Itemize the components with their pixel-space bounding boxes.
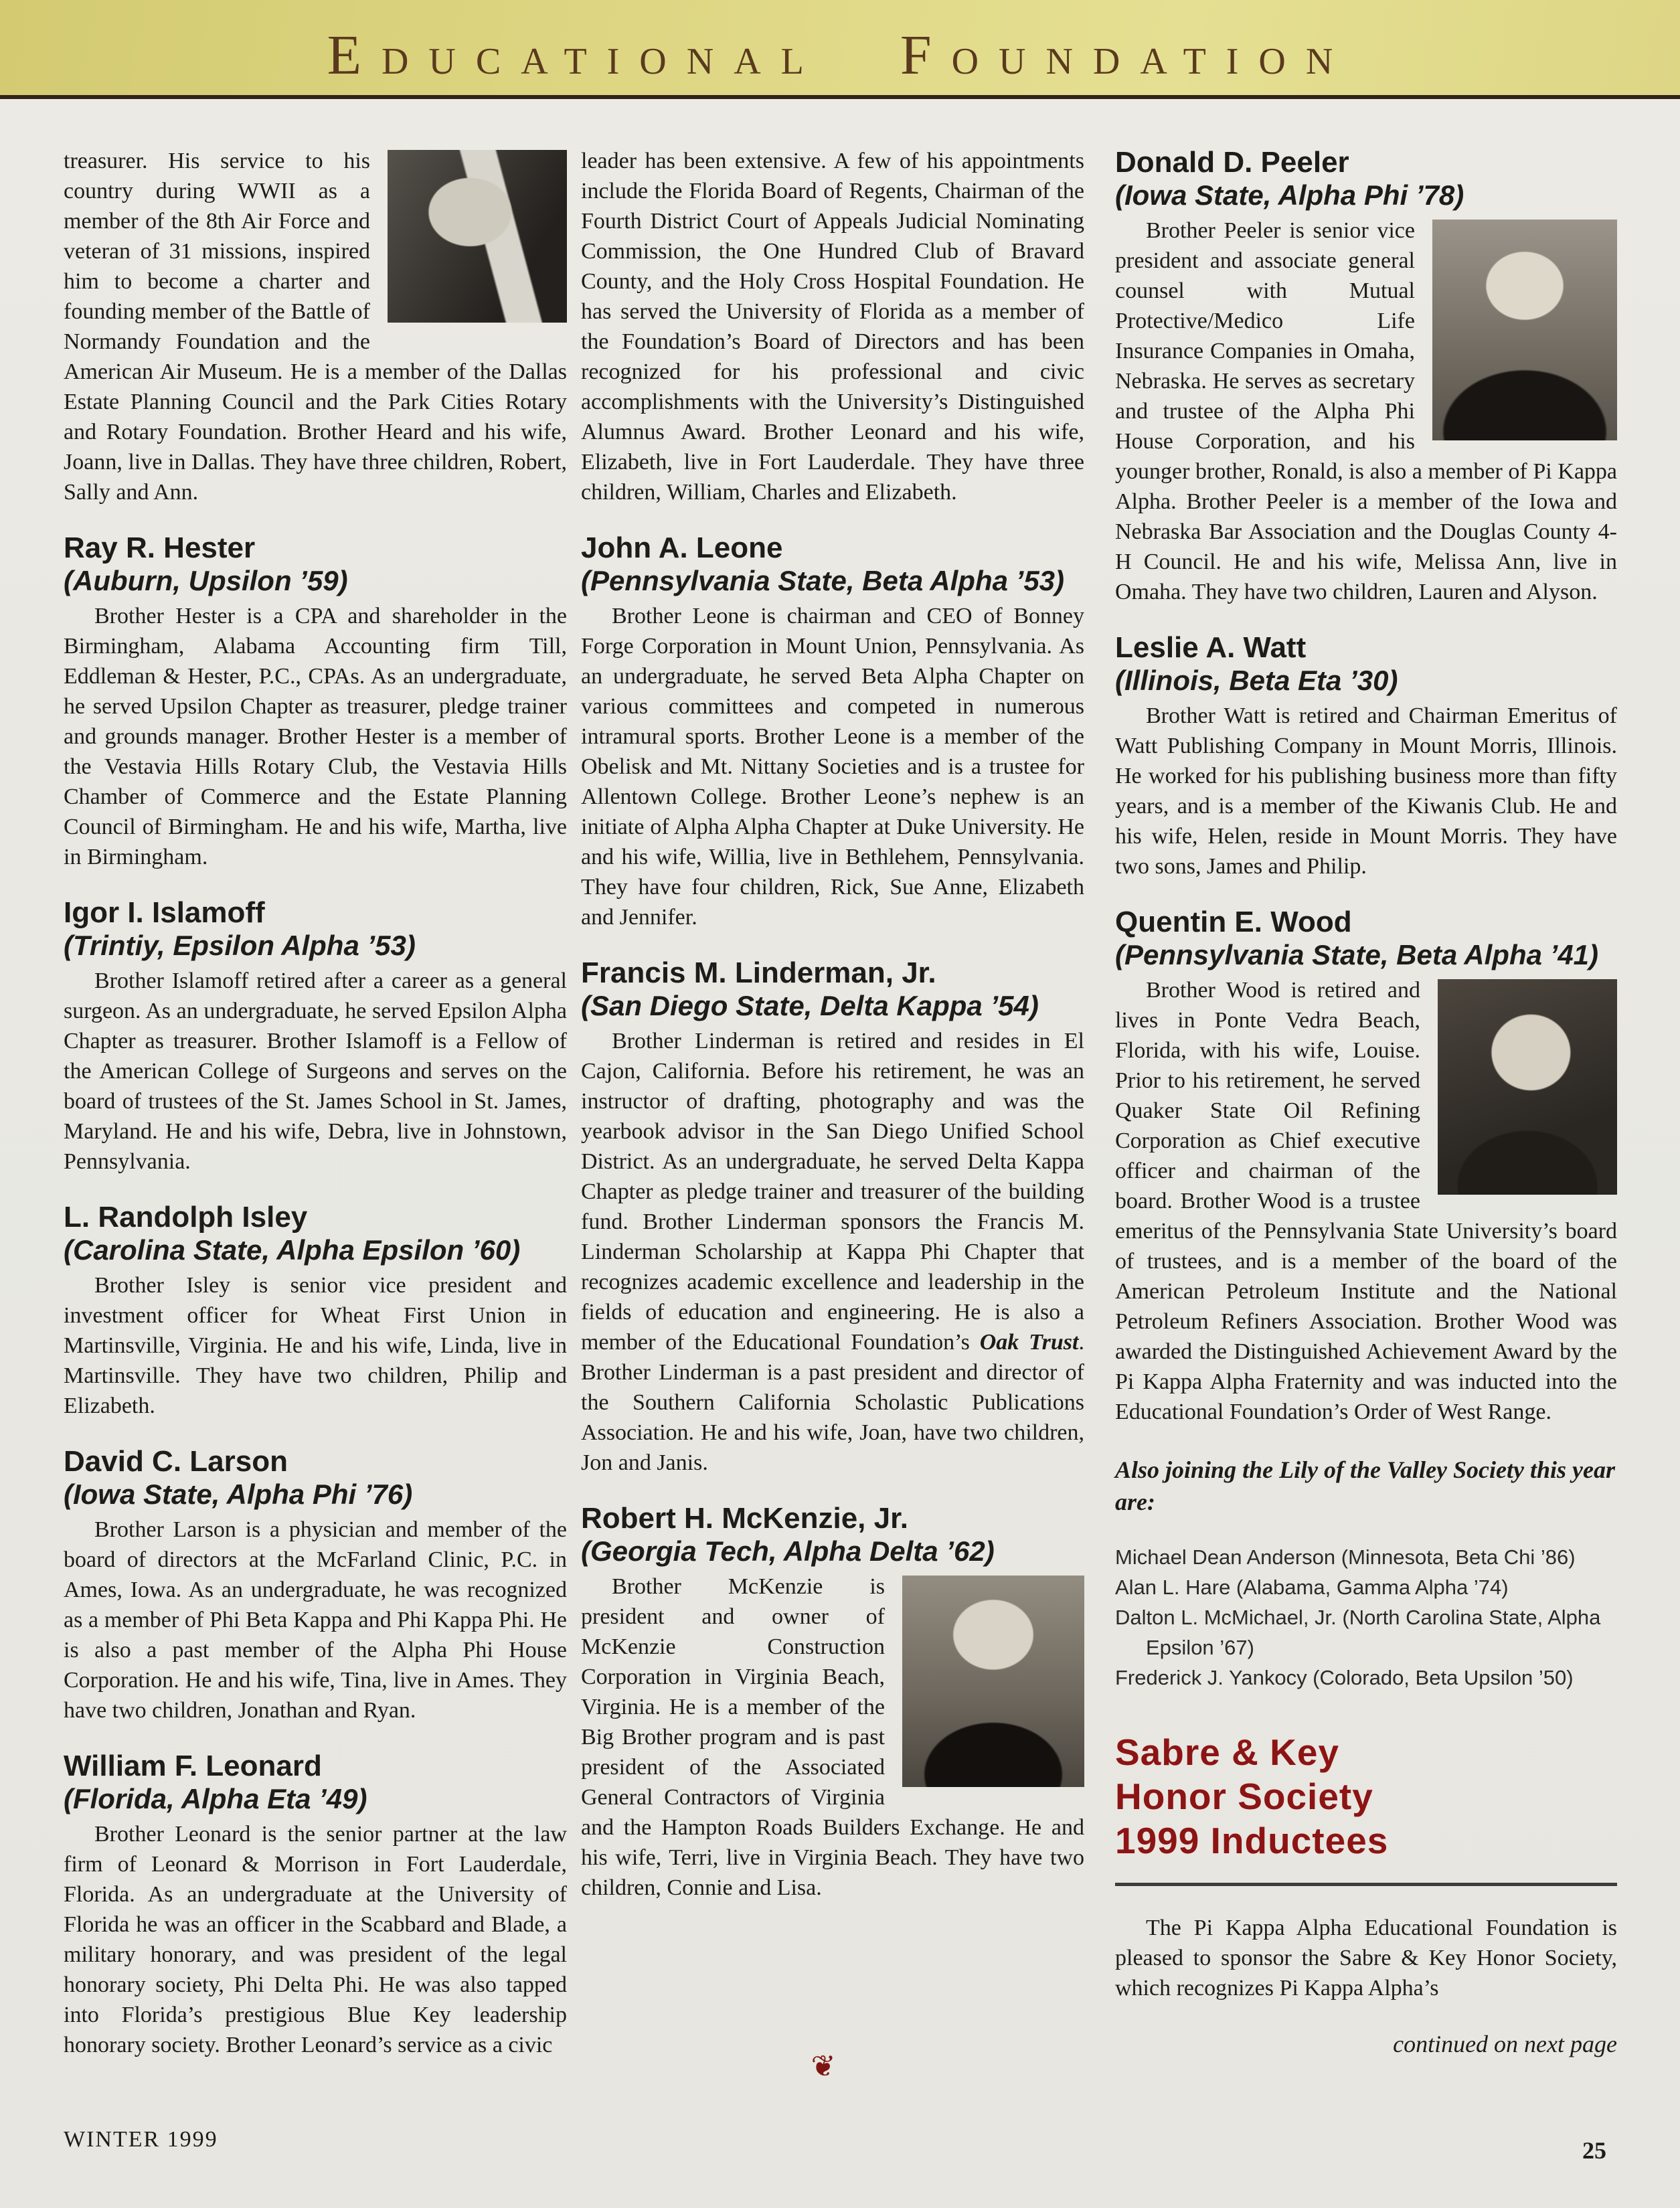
entry-name: David C. Larson: [64, 1445, 288, 1478]
entry-body: [581, 1026, 1084, 1478]
entry-peeler: [1115, 146, 1617, 607]
entry-name: Quentin E. Wood: [1115, 906, 1352, 938]
list-item: Dalton L. McMichael, Jr. (North Carolina State, Alpha Epsilon ’67): [1115, 1606, 1601, 1659]
floral-ornament-icon: ❦: [811, 2049, 836, 2084]
entry-name: John A. Leone: [581, 531, 783, 564]
entry-name: Ray R. Hester: [64, 531, 256, 564]
entry-name: Francis M. Linderman, Jr.: [581, 956, 936, 989]
entry-affiliation: (Florida, Alpha Eta ’49): [64, 1783, 367, 1814]
entry-affiliation: (Pennsylvania State, Beta Alpha ’53): [581, 565, 1065, 596]
entry-name: L. Randolph Isley: [64, 1201, 308, 1234]
sabre-key-heading-line: Sabre & Key: [1115, 1731, 1340, 1773]
entry-body: Brother Leone is chairman and CEO of Bonney Forge Corporation in Mount Union, Pennsylvania. As an undergraduate, he served Beta Alpha Chapter on various committees and competed in numerous intramural sports. Brother Leone is a member of the Obelisk and Mt. Nittany Societies and is a trustee for Allentown College. Brother Leone’s nephew is an initiate of Alpha Alpha Chapter at Duke University. He and his wife, Willia, live in Bethlehem, Pennsylvania. They have four children, Rick, Sue Anne, Elizabeth and Jennifer.: [581, 604, 1084, 930]
continued-note: continued on next page: [1393, 2031, 1617, 2057]
entry-islamoff: [64, 896, 567, 1177]
entry-body: [581, 1572, 1084, 1903]
sabre-key-heading-line: 1999 Inductees: [1115, 1820, 1389, 1861]
entry-body: Brother Isley is senior vice president and investment officer for Wheat First Union in Martinsville, Virginia. He and his wife, Linda, live in Martinsville. They have two children, Philip and Elizabeth.: [64, 1273, 567, 1418]
entry-hester: [64, 531, 567, 872]
header-band: [0, 0, 1680, 99]
entry-body: Brother Larson is a physician and member of the board of directors at the McFarland Clinic, P.C. in Ames, Iowa. As an undergraduate, he was recognized as a member of Phi Beta Kappa and Phi Kappa Phi. He is also a past member of the Alpha Phi House Corporation. He and his wife, Tina, live in Ames. They have two children, Jonathan and Ryan.: [64, 1517, 567, 1723]
entry-leone: [581, 531, 1084, 932]
intro-paragraph-leonard-continued: leader has been extensive. A few of his appointments include the Florida Board of Regents, Chairman of the Fourth District Court of Appeals Judicial Nominating Commission, the One Hundred Club of Bravard County, and the Holy Cross Hospital Foundation. He has served the University of Florida as a member of the Foundation’s Board of Directors and has been recognized for his professional and civic accomplishments with the University’s Distinguished Alumnus Award. Brother Leonard and his wife, Elizabeth, live in Fort Lauderdale. They have three children, William, Charles and Elizabeth.: [581, 149, 1084, 505]
entry-name: Igor I. Islamoff: [64, 896, 265, 929]
entry-body: [1115, 975, 1617, 1427]
entry-affiliation: (Auburn, Upsilon ’59): [64, 565, 348, 596]
page-title-word-educational: EDUCATIONAL: [327, 24, 824, 86]
intro-paragraph-heard: [64, 146, 567, 507]
entry-isley: [64, 1201, 567, 1421]
portrait-photo-mckenzie: [902, 1576, 1084, 1787]
entry-affiliation: (Iowa State, Alpha Phi ’78): [1115, 179, 1464, 211]
column-2: [581, 146, 1084, 1903]
column-1: [64, 146, 567, 2060]
sabre-key-heading-line: Honor Society: [1115, 1776, 1373, 1817]
column-3: [1115, 146, 1617, 2082]
portrait-photo-peeler: [1432, 220, 1617, 440]
entry-body: Brother Islamoff retired after a career as a general surgeon. As an undergraduate, he served Epsilon Alpha Chapter as treasurer. Brother Islamoff is a Fellow of the American College of Surgeons and serves on the board of trustees of the St. James School in St. James, Maryland. He and his wife, Debra, live in Johnstown, Pennsylvania.: [64, 968, 567, 1174]
lily-society-list: [1115, 1542, 1617, 1693]
entry-body: Brother Hester is a CPA and shareholder in the Birmingham, Alabama Accounting firm Till, Eddleman & Hester, P.C., CPAs. As an undergraduate, he served Upsilon Chapter as treasurer, pledge trainer and grounds manager. Brother Hester is a member of the Vestavia Hills Rotary Club, the Vestavia Hills Chamber of Commerce and the Estate Planning Council of Birmingham. He and his wife, Martha, live in Birmingham.: [64, 604, 567, 869]
portrait-photo-heard: [388, 150, 567, 323]
entry-body-pre: Brother Linderman is retired and resides in El Cajon, California. Before his retirement, he was an instructor of drafting, photography and was the yearbook advisor in the San Diego Unified School District. As an undergraduate, he served Delta Kappa Chapter as pledge trainer and treasurer of the building fund. Brother Linderman sponsors the Francis M. Linderman Scholarship at Kappa Phi Chapter that recognizes academic excellence and leadership in the fields of education and engineering. He is also a member of the Educational Foundation’s: [581, 1029, 1084, 1355]
entry-linderman: [581, 956, 1084, 1478]
entry-affiliation: (Pennsylvania State, Beta Alpha ’41): [1115, 939, 1599, 970]
entry-leonard: [64, 1750, 567, 2060]
entry-body-text: Brother Peeler is senior vice president and associate general counsel with Mutual Protective/Medico Life Insurance Companies in Omaha, Nebraska. He serves as secretary and trustee of the Alpha Phi House Corporation, and his younger brother, Ronald, is also a member of Pi Kappa Alpha. Brother Peeler is a member of the Iowa and Nebraska Bar Association and the Douglas County 4-H Council. He and his wife, Melissa Ann, live in Omaha. They have two children, Lauren and Alyson.: [1115, 218, 1617, 604]
entry-larson: [64, 1445, 567, 1725]
list-item: Frederick J. Yankocy (Colorado, Beta Upsilon ’50): [1115, 1666, 1574, 1689]
intro-paragraph-heard-text: treasurer. His service to his country during WWII as a member of the 8th Air Force and veteran of 31 missions, inspired him to become a charter and founding member of the Battle of Normandy Foundation and the American Air Museum. He is a member of the Dallas Estate Planning Council and the Park Cities Rotary and Rotary Foundation. Brother Heard and his wife, Joann, live in Dallas. They have three children, Robert, Sally and Ann.: [64, 149, 567, 505]
list-item: Michael Dean Anderson (Minnesota, Beta Chi ’86): [1115, 1545, 1576, 1569]
page-title: [0, 0, 1680, 88]
entry-mckenzie: [581, 1502, 1084, 1903]
entry-watt: [1115, 631, 1617, 881]
entry-affiliation: (Iowa State, Alpha Phi ’76): [64, 1478, 413, 1510]
list-item: Alan L. Hare (Alabama, Gamma Alpha ’74): [1115, 1576, 1509, 1599]
page-number: 25: [1582, 2137, 1606, 2164]
oak-trust-emphasis: Oak Trust: [979, 1330, 1079, 1355]
entry-name: William F. Leonard: [64, 1750, 322, 1782]
entry-name: Leslie A. Watt: [1115, 631, 1307, 664]
sabre-key-heading: [1115, 1730, 1617, 1863]
closing-paragraph: The Pi Kappa Alpha Educational Foundation is pleased to sponsor the Sabre & Key Honor Society, which recognizes Pi Kappa Alpha’s: [1115, 1916, 1617, 2001]
entry-body-post: . Brother Linderman is a past president and director of the Southern California Scholastic Publications Association. He and his wife, Joan, have two children, Jon and Janis.: [581, 1330, 1084, 1475]
lily-society-intro: Also joining the Lily of the Valley Society this year are:: [1115, 1456, 1615, 1515]
entry-body: Brother Watt is retired and Chairman Emeritus of Watt Publishing Company in Mount Morris, Illinois. He worked for his publishing business more than fifty years, and is a member of the Kiwanis Club. He and his wife, Helen, reside in Mount Morris. They have two sons, James and Philip.: [1115, 703, 1617, 879]
entry-body-text: Brother Wood is retired and lives in Ponte Vedra Beach, Florida, with his wife, Louise. Prior to his retirement, he served Quaker State Oil Refining Corporation as Chief executive officer and chairman of the board. Brother Wood is a trustee emeritus of the Pennsylvania State University’s board of trustees, and is a member of the board of the American Petroleum Institute and the National Petroleum Refiners Association. Brother Wood was awarded the Distinguished Achievement Award by the Pi Kappa Alpha Fraternity and was inducted into the Educational Foundation’s Order of West Range.: [1115, 978, 1617, 1424]
portrait-photo-wood: [1438, 979, 1617, 1195]
entry-body: Brother Leonard is the senior partner at the law firm of Leonard & Morrison in Fort Lauderdale, Florida. As an undergraduate at the University of Florida he was an officer in the Scabbard and Blade, a military honorary, and was president of the legal honorary society, Phi Delta Phi. He was also tapped into Florida’s prestigious Blue Key leadership honorary society. Brother Leonard’s service as a civic: [64, 1822, 567, 2057]
page-title-word-foundation: FOUNDATION: [900, 24, 1353, 86]
entry-affiliation: (Illinois, Beta Eta ’30): [1115, 665, 1398, 696]
entry-body: [1115, 216, 1617, 607]
entry-name: Robert H. McKenzie, Jr.: [581, 1502, 909, 1535]
section-divider-rule: [1115, 1883, 1617, 1886]
entry-affiliation: (Georgia Tech, Alpha Delta ’62): [581, 1535, 995, 1567]
entry-affiliation: (Trintiy, Epsilon Alpha ’53): [64, 930, 416, 961]
entry-affiliation: (Carolina State, Alpha Epsilon ’60): [64, 1234, 521, 1266]
entry-body-text: Brother McKenzie is president and owner of McKenzie Construction Corporation in Virginia Beach, Virginia. He is a member of the Big Brother program and is past president of the Associated General Contractors of Virginia and the Hampton Roads Builders Exchange. He and his wife, Terri, live in Virginia Beach. They have two children, Connie and Lisa.: [581, 1574, 1084, 1900]
entry-wood: [1115, 906, 1617, 1427]
issue-footer: WINTER 1999: [64, 2127, 218, 2152]
entry-affiliation: (San Diego State, Delta Kappa ’54): [581, 990, 1039, 1021]
entry-name: Donald D. Peeler: [1115, 146, 1349, 179]
